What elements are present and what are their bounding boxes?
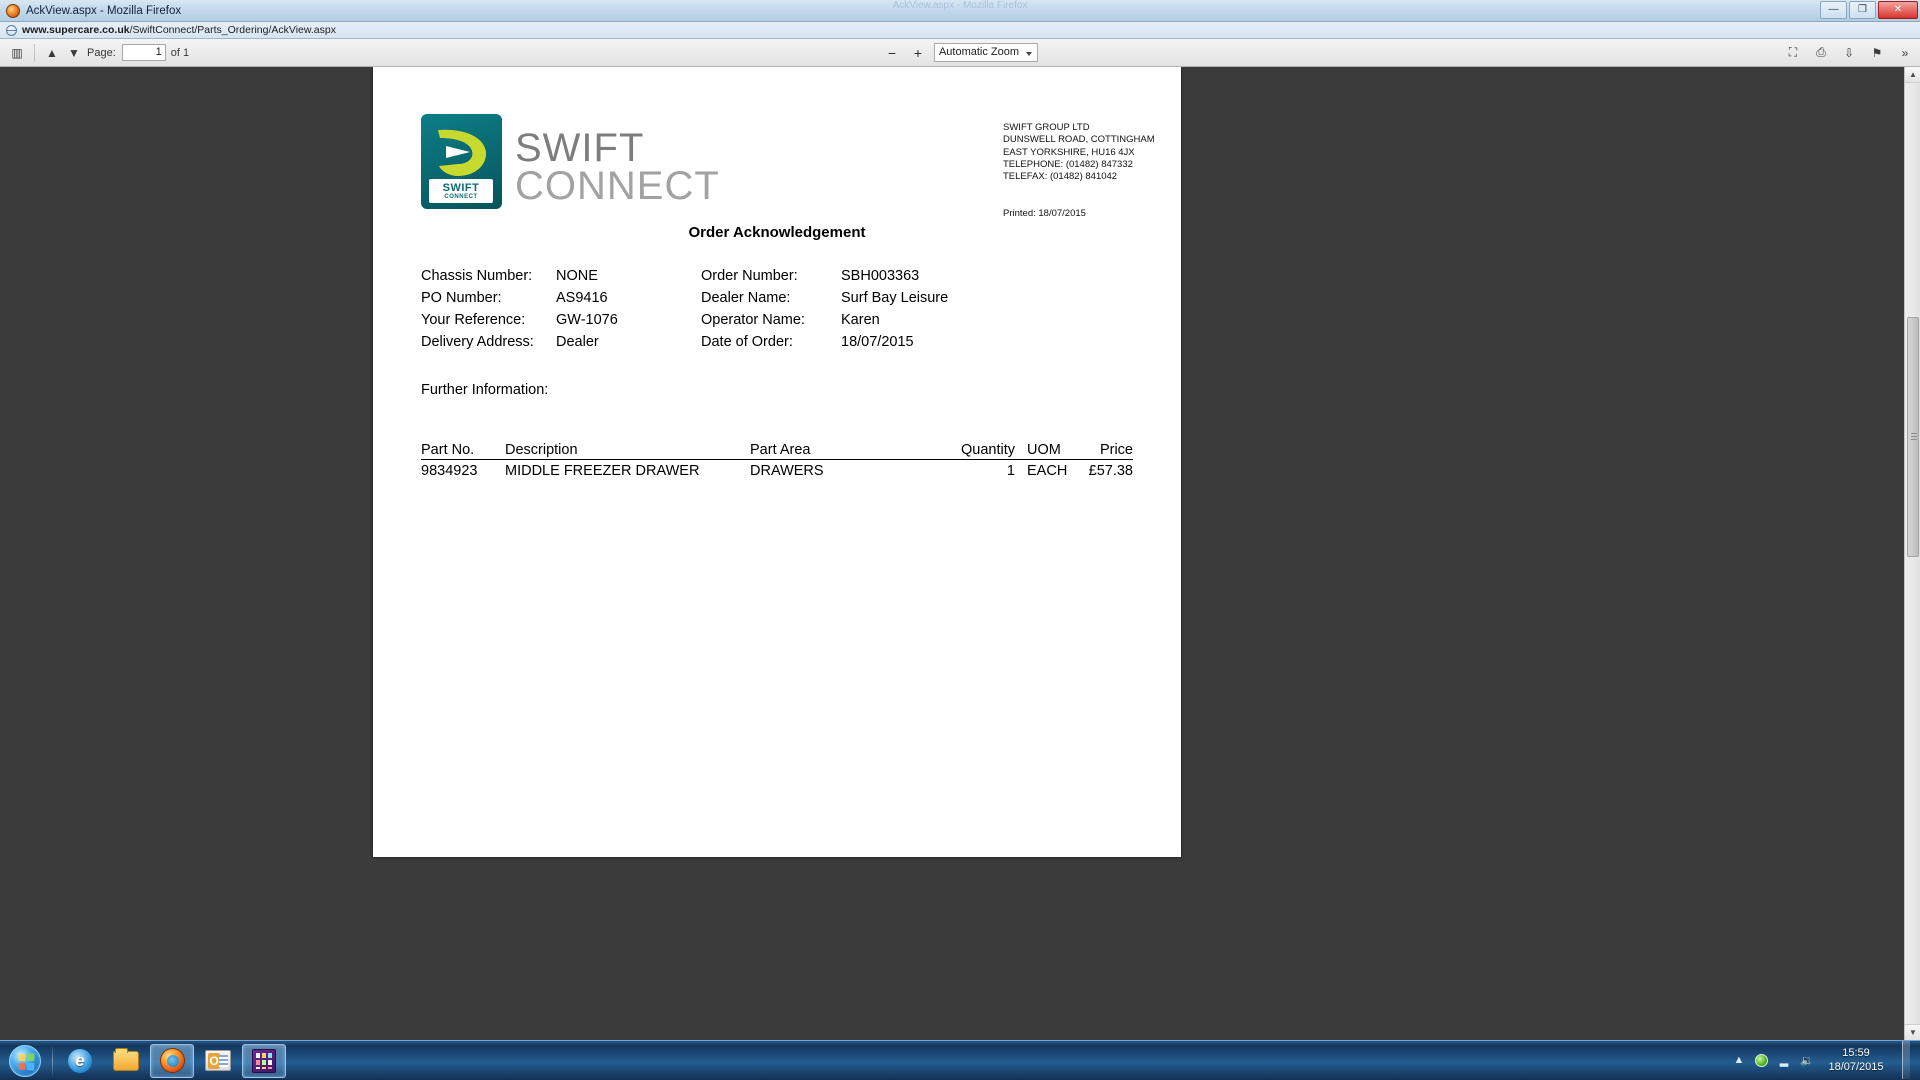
page-count-label: of 1: [170, 46, 190, 59]
taskbar-item-windows-explorer[interactable]: [104, 1044, 148, 1078]
page-label: Page:: [87, 46, 116, 59]
network-icon[interactable]: ▂: [1779, 1054, 1789, 1067]
cell-part-no: 9834923: [421, 463, 478, 479]
scroll-up-icon[interactable]: ▲: [1905, 67, 1920, 83]
logo-badge: [429, 179, 493, 203]
field-row: [421, 309, 948, 331]
show-desktop-button[interactable]: [1902, 1041, 1910, 1079]
close-button[interactable]: ✕: [1878, 1, 1918, 19]
zoom-in-button[interactable]: +: [913, 44, 923, 61]
scroll-down-icon[interactable]: ▼: [1905, 1024, 1920, 1040]
outlook-icon: [205, 1050, 231, 1071]
company-line: EAST YORKSHIRE, HU16 4JX: [1003, 146, 1135, 158]
table-row: [421, 460, 1133, 480]
field-value: SBH003363: [841, 268, 920, 284]
column-header-quantity: Quantity: [940, 442, 1015, 460]
field-label: Dealer Name:: [701, 290, 791, 306]
calculator-icon: [252, 1049, 276, 1073]
cell-uom: EACH: [1027, 463, 1068, 479]
column-header-description: Description: [505, 442, 750, 460]
swift-swoosh-icon: [432, 126, 490, 178]
cell-description: MIDDLE FREEZER DRAWER: [505, 463, 700, 479]
field-label: Order Number:: [701, 268, 798, 284]
field-label: Date of Order:: [701, 334, 793, 350]
taskbar-item-firefox[interactable]: [150, 1044, 194, 1078]
table-header-row: [421, 442, 1133, 460]
address-bar[interactable]: [0, 22, 1920, 39]
order-acknowledgement-document: [373, 67, 1181, 857]
clock-date: 18/07/2015: [1828, 1061, 1884, 1073]
scrollbar-thumb[interactable]: [1907, 317, 1919, 557]
minimize-button[interactable]: —: [1820, 1, 1847, 19]
field-label: Chassis Number:: [421, 268, 533, 284]
field-row: [421, 265, 948, 287]
further-information-label: Further Information:: [421, 382, 549, 398]
presentation-mode-icon[interactable]: ⛶: [1788, 45, 1798, 59]
action-center-icon[interactable]: [1755, 1054, 1768, 1067]
page-number-input[interactable]: 1: [122, 44, 166, 61]
field-value: 18/07/2015: [841, 334, 914, 350]
logo-badge-line2: CONNECT: [444, 193, 478, 200]
company-address-block: [1003, 122, 1155, 184]
company-line: TELEPHONE: (01482) 847332: [1003, 159, 1133, 171]
firefox-icon: [160, 1048, 185, 1073]
internet-explorer-icon: [68, 1049, 92, 1073]
field-value: GW-1076: [556, 312, 618, 328]
field-row: [421, 331, 948, 353]
swift-connect-logo-icon: [421, 114, 502, 209]
page-title: Order Acknowledgement: [688, 224, 866, 241]
taskbar-item-calculator[interactable]: [242, 1044, 286, 1078]
previous-page-icon[interactable]: ▲: [46, 45, 58, 60]
field-label: PO Number:: [421, 290, 502, 306]
site-identity-icon: [6, 25, 17, 36]
vertical-scrollbar[interactable]: [1904, 67, 1920, 1040]
pdf-page: [373, 67, 1181, 857]
window-title: AckView.aspx - Mozilla Firefox: [26, 4, 182, 17]
more-tools-icon[interactable]: »: [1901, 45, 1909, 60]
maximize-button[interactable]: ❐: [1849, 1, 1876, 19]
column-header-part-area: Part Area: [750, 442, 940, 460]
wordmark-line1: SWIFT: [515, 126, 645, 170]
field-value: Surf Bay Leisure: [841, 290, 949, 306]
pdf-viewer-toolbar: [0, 39, 1920, 67]
column-header-price: Price: [1080, 442, 1133, 460]
company-line: TELEFAX: (01482) 841042: [1003, 171, 1118, 183]
next-page-icon[interactable]: ▼: [68, 45, 80, 60]
show-hidden-icons-icon[interactable]: ▲: [1733, 1054, 1745, 1066]
taskbar-item-outlook[interactable]: [196, 1044, 240, 1078]
column-header-part-no: Part No.: [421, 442, 505, 460]
system-tray: [1732, 1040, 1920, 1080]
parts-table: [421, 442, 1133, 479]
field-row: [421, 287, 948, 309]
zoom-controls: [882, 43, 1038, 63]
field-label: Delivery Address:: [421, 334, 534, 350]
wordmark-line2: CONNECT: [515, 164, 720, 208]
cell-quantity: 1: [1006, 463, 1015, 479]
field-value: AS9416: [556, 290, 608, 306]
printed-date: Printed: 18/07/2015: [1003, 208, 1086, 219]
url-path: /SwiftConnect/Parts_Ordering/AckView.aspx: [129, 24, 336, 36]
print-icon[interactable]: ⎙: [1816, 45, 1826, 59]
volume-icon[interactable]: 🔉: [1800, 1054, 1814, 1067]
toolbar-divider: [34, 44, 35, 62]
taskbar-item-internet-explorer[interactable]: [58, 1044, 102, 1078]
field-value: NONE: [556, 268, 598, 284]
company-line: SWIFT GROUP LTD: [1003, 122, 1090, 133]
field-label: Your Reference:: [421, 312, 526, 328]
pdf-viewer-area[interactable]: [0, 67, 1920, 1040]
column-header-uom: UOM: [1015, 442, 1080, 460]
taskbar-divider: [52, 1046, 53, 1076]
url-text: [22, 24, 336, 36]
windows-logo-icon: [9, 1045, 41, 1077]
window-controls: [1820, 1, 1918, 19]
firefox-icon: [6, 4, 20, 18]
company-line: DUNSWELL ROAD, COTTINGHAM: [1003, 134, 1155, 146]
sidebar-toggle-icon[interactable]: ▥: [11, 45, 23, 60]
field-label: Operator Name:: [701, 312, 805, 328]
start-button[interactable]: [2, 1042, 48, 1080]
url-domain: www.supercare.co.uk: [22, 24, 130, 36]
zoom-out-button[interactable]: −: [887, 44, 897, 61]
logo-badge-line1: SWIFT: [442, 181, 480, 194]
logo-wordmark: [515, 126, 720, 208]
windows-taskbar: [0, 1040, 1920, 1080]
toolbar-right-group: [1784, 42, 1914, 64]
field-value: Karen: [841, 312, 880, 328]
bookmark-icon[interactable]: ⚑: [1871, 45, 1883, 60]
download-icon[interactable]: ⇩: [1843, 45, 1855, 60]
folder-icon: [113, 1051, 139, 1071]
field-value: Dealer: [556, 334, 599, 350]
cell-price: £57.38: [1088, 463, 1133, 479]
window-titlebar: [0, 0, 1920, 22]
window-title-ghost: AckView.aspx - Mozilla Firefox: [892, 0, 1028, 11]
clock[interactable]: [1823, 1046, 1889, 1074]
cell-part-area: DRAWERS: [750, 463, 824, 479]
order-fields: [421, 265, 1081, 353]
zoom-level-select[interactable]: Automatic Zoom: [934, 43, 1038, 62]
clock-time: 15:59: [1842, 1047, 1870, 1059]
